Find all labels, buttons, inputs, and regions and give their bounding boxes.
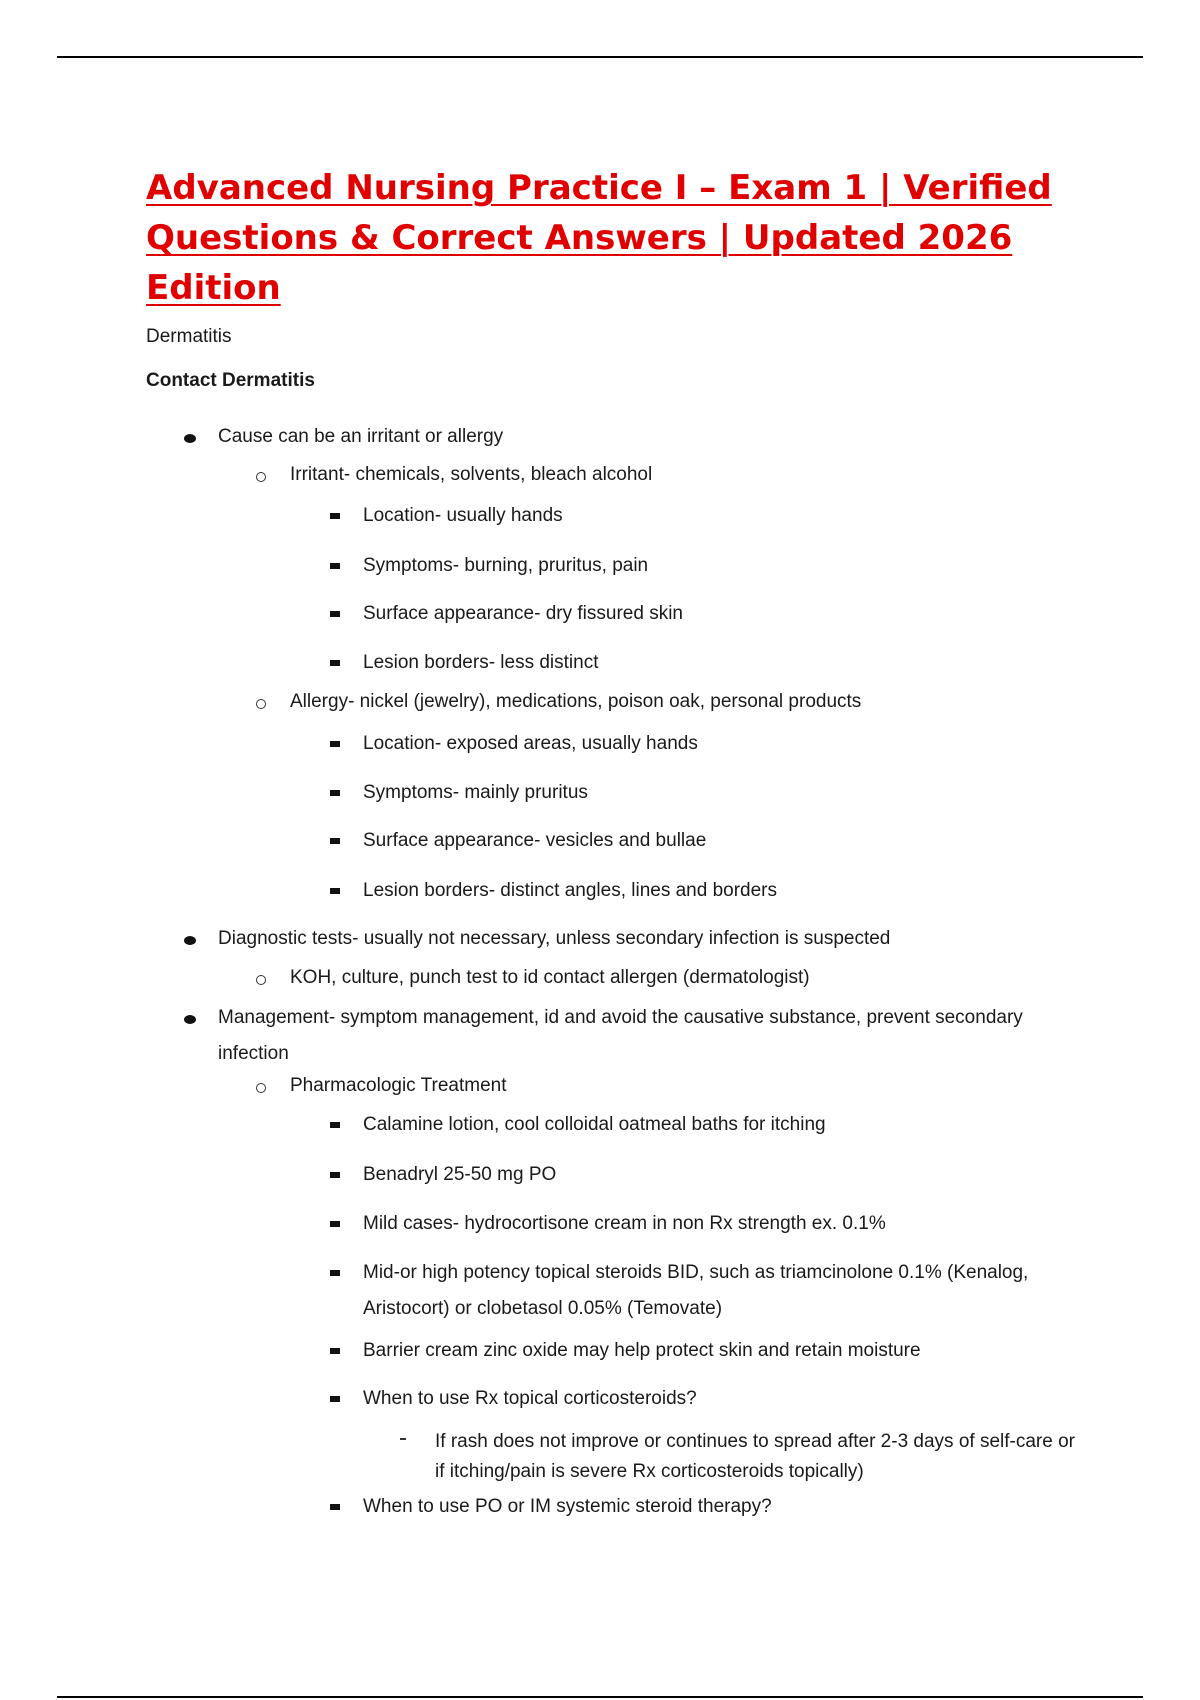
subsection-heading: Contact Dermatitis (146, 370, 315, 391)
bullet-dot (184, 1015, 196, 1024)
bullet-square (330, 1221, 340, 1227)
bullet-square (330, 888, 340, 894)
list-item: Location- usually hands (363, 505, 563, 526)
list-item: Mild cases- hydrocortisone cream in non Rx strength ex. 0.1% (363, 1213, 886, 1234)
list-item: Surface appearance- dry fissured skin (363, 603, 683, 624)
list-item: Lesion borders- less distinct (363, 652, 599, 673)
bullet-circle (256, 699, 266, 709)
bullet-square (330, 838, 340, 844)
list-item-systemic: When to use PO or IM systemic steroid therapy? (363, 1496, 772, 1517)
list-item: Location- exposed areas, usually hands (363, 733, 698, 754)
list-item: Calamine lotion, cool colloidal oatmeal baths for itching (363, 1114, 826, 1135)
bullet-square (330, 790, 340, 796)
bullet-dot (184, 936, 196, 945)
bullet-circle (256, 1083, 266, 1093)
list-item: KOH, culture, punch test to id contact allergen (dermatologist) (290, 967, 810, 988)
bullet-square (330, 513, 340, 519)
list-item: Barrier cream zinc oxide may help protect skin and retain moisture (363, 1340, 921, 1361)
list-item-diagnostic: Diagnostic tests- usually not necessary, unless secondary infection is suspected (218, 928, 891, 949)
bullet-square (330, 741, 340, 747)
bullet-square (330, 1122, 340, 1128)
list-item-irritant: Irritant- chemicals, solvents, bleach alcohol (290, 464, 653, 485)
footer-rule (57, 1696, 1143, 1698)
list-item-management: Management- symptom management, id and avoid the causative substance, prevent secondary infection (218, 1007, 1023, 1064)
bullet-square (330, 563, 340, 569)
bullet-square (330, 1348, 340, 1354)
list-item-cause: Cause can be an irritant or allergy (218, 426, 504, 447)
bullet-circle (256, 975, 266, 985)
list-item-pharm: Pharmacologic Treatment (290, 1075, 507, 1096)
section-heading: Dermatitis (146, 326, 232, 347)
bullet-square (330, 611, 340, 617)
list-item: Benadryl 25-50 mg PO (363, 1164, 557, 1185)
bullet-square (330, 1270, 340, 1276)
bullet-dot (184, 434, 196, 443)
list-item-allergy: Allergy- nickel (jewelry), medications, poison oak, personal products (290, 691, 862, 712)
bullet-square (330, 1172, 340, 1178)
list-item: Lesion borders- distinct angles, lines and borders (363, 880, 778, 901)
bullet-square (330, 1396, 340, 1402)
list-item: Symptoms- burning, pruritus, pain (363, 555, 649, 576)
list-item-rx-note: If rash does not improve or continues to spread after 2-3 days of self-care or if itching/pain is severe Rx corticosteroids topically) (435, 1431, 1075, 1482)
bullet-dash (400, 1438, 406, 1440)
document-title: Advanced Nursing Practice I – Exam 1 | Verified Questions & Correct Answers | Updated 2026 Edition (146, 168, 1052, 308)
list-item: Mid-or high potency topical steroids BID, such as triamcinolone 0.1% (Kenalog, Aristocort) or clobetasol 0.05% (Temovate) (363, 1262, 1029, 1319)
list-item: When to use Rx topical corticosteroids? (363, 1388, 697, 1409)
bullet-square (330, 660, 340, 666)
bullet-square (330, 1504, 340, 1510)
header-rule (57, 56, 1143, 58)
list-item: Symptoms- mainly pruritus (363, 782, 588, 803)
bullet-circle (256, 472, 266, 482)
list-item: Surface appearance- vesicles and bullae (363, 830, 707, 851)
